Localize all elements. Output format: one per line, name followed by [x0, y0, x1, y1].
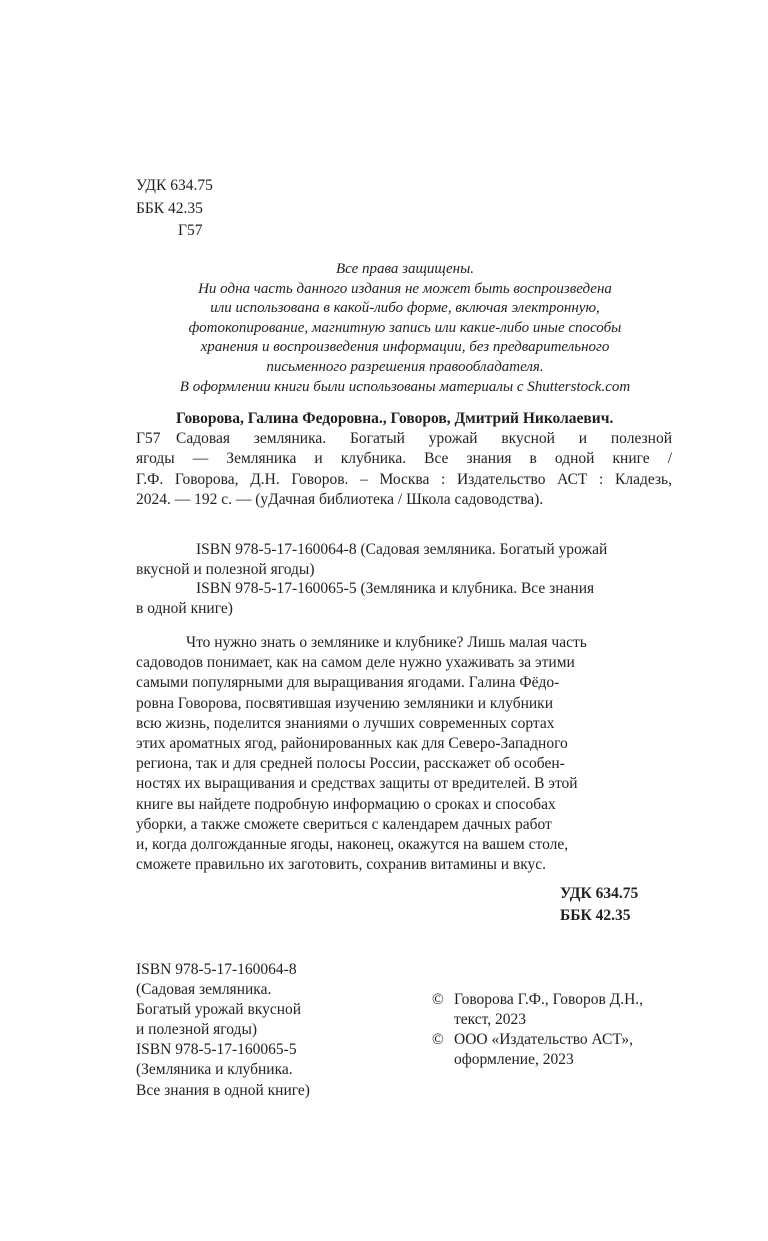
isbn-line: ISBN 978-5-17-160064-8 (Садовая земляника. Богатый урожай — [196, 541, 608, 558]
copyright-design-year: оформление, 2023 — [454, 1051, 574, 1069]
copyright-notice — [432, 990, 643, 1070]
description-line: ягоды — Земляника и клубника. Все знания в одной книге / — [136, 450, 672, 468]
isbn-line: ISBN 978-5-17-160065-5 (Земляника и клубника. Все знания — [196, 580, 595, 597]
annotation-line: и, когда долгожданные ягоды, наконец, окажутся на вашем столе, — [136, 836, 569, 854]
isbn-list-line: ISBN 978-5-17-160065-5 — [136, 1041, 297, 1059]
rights-line: Ни одна часть данного издания не может быть воспроизведена — [198, 280, 612, 297]
isbn-list-line: Все знания в одной книге) — [136, 1081, 310, 1099]
udk-code: УДК 634.75 — [136, 177, 213, 194]
rights-line: хранения и воспроизведения информации, без предварительного — [200, 339, 610, 356]
copyright-symbol: © — [432, 1031, 444, 1049]
copyright-design — [432, 1030, 643, 1050]
udk-code-bold: УДК 634.75 — [560, 885, 639, 902]
annotation-line: самыми популярными для выращивания ягодами. Галина Фёдо- — [136, 674, 560, 692]
isbn-block — [136, 540, 672, 618]
description-line: Г.Ф. Говорова, Д.Н. Говоров. – Москва : Издательство АСТ : Кладезь, — [136, 470, 672, 488]
rights-line: или использована в какой-либо форме, включая электронную, — [210, 300, 600, 317]
isbn-list-line: Богатый урожай вкусной — [136, 1001, 302, 1019]
rights-notice — [140, 260, 670, 397]
isbn-list-line: и полезной ягоды) — [136, 1021, 258, 1039]
isbn-line: вкусной и полезной ягоды) — [136, 560, 315, 578]
isbn-list-line: (Садовая земляника. — [136, 981, 272, 999]
copyright-text — [432, 990, 643, 1010]
copyright-symbol: © — [432, 991, 444, 1008]
rights-line: письменного разрешения правообладателя. — [266, 358, 544, 375]
rights-line: В оформлении книги были использованы материалы с Shutterstock.com — [179, 378, 631, 395]
description-line: Садовая земляника. Богатый урожай вкусной и полезной — [176, 430, 672, 448]
isbn-list-line: (Земляника и клубника. — [136, 1061, 293, 1079]
description-line: 2024. — 192 с. — (уДачная библиотека / Школа садоводства). — [136, 490, 544, 508]
annotation-line: этих ароматных ягод, районированных как для Северо-Западного — [136, 735, 568, 753]
annotation-line: Что нужно знать о землянике и клубнике? Лишь малая часть — [186, 634, 587, 651]
copyright-holder-text: Говорова Г.Ф., Говоров Д.Н., — [454, 991, 644, 1008]
isbn-line: в одной книге) — [136, 599, 233, 617]
annotation-line: садоводов понимает, как на самом деле нужно ухаживать за этими — [136, 654, 575, 672]
author-mark: Г57 — [178, 222, 203, 239]
bbk-code: ББК 42.35 — [136, 199, 203, 217]
bbk-code-bold: ББК 42.35 — [560, 907, 631, 924]
classification-codes — [136, 175, 213, 243]
annotation-line: уборки, а также сможете свериться с календарем дачных работ — [136, 815, 552, 833]
annotation-line: ровна Говорова, посвятившая изучению земляники и клубники — [136, 694, 553, 712]
isbn-list-line: ISBN 978-5-17-160064-8 — [136, 961, 297, 978]
annotation-line: книге вы найдете подробную информацию о сроках и способах — [136, 795, 556, 813]
annotation-line: ностях их выращивания и средствах защиты от вредителей. В этой — [136, 775, 578, 793]
copyright-text-year: текст, 2023 — [454, 1011, 527, 1029]
isbn-list-bottom — [136, 960, 310, 1101]
description — [136, 429, 672, 510]
rights-line: фотокопирование, магнитную запись или какие-либо иные способы — [188, 319, 622, 336]
annotation-line: региона, так и для средней полосы России, расскажет об особен- — [136, 755, 565, 773]
authors: Говорова, Галина Федоровна., Говоров, Дмитрий Николаевич. — [176, 410, 614, 427]
annotation — [136, 633, 672, 875]
bibliographic-description — [136, 409, 672, 510]
classification-codes-bold — [560, 883, 672, 927]
annotation-line: сможете правильно их заготовить, сохранив витамины и вкус. — [136, 856, 547, 874]
annotation-line: всю жизнь, поделится знаниями о лучших современных сортах — [136, 714, 555, 732]
rights-line: Все права защищены. — [335, 261, 475, 277]
copyright-publisher: ООО «Издательство АСТ», — [454, 1031, 634, 1049]
biblio-author-mark: Г57 — [136, 430, 161, 448]
